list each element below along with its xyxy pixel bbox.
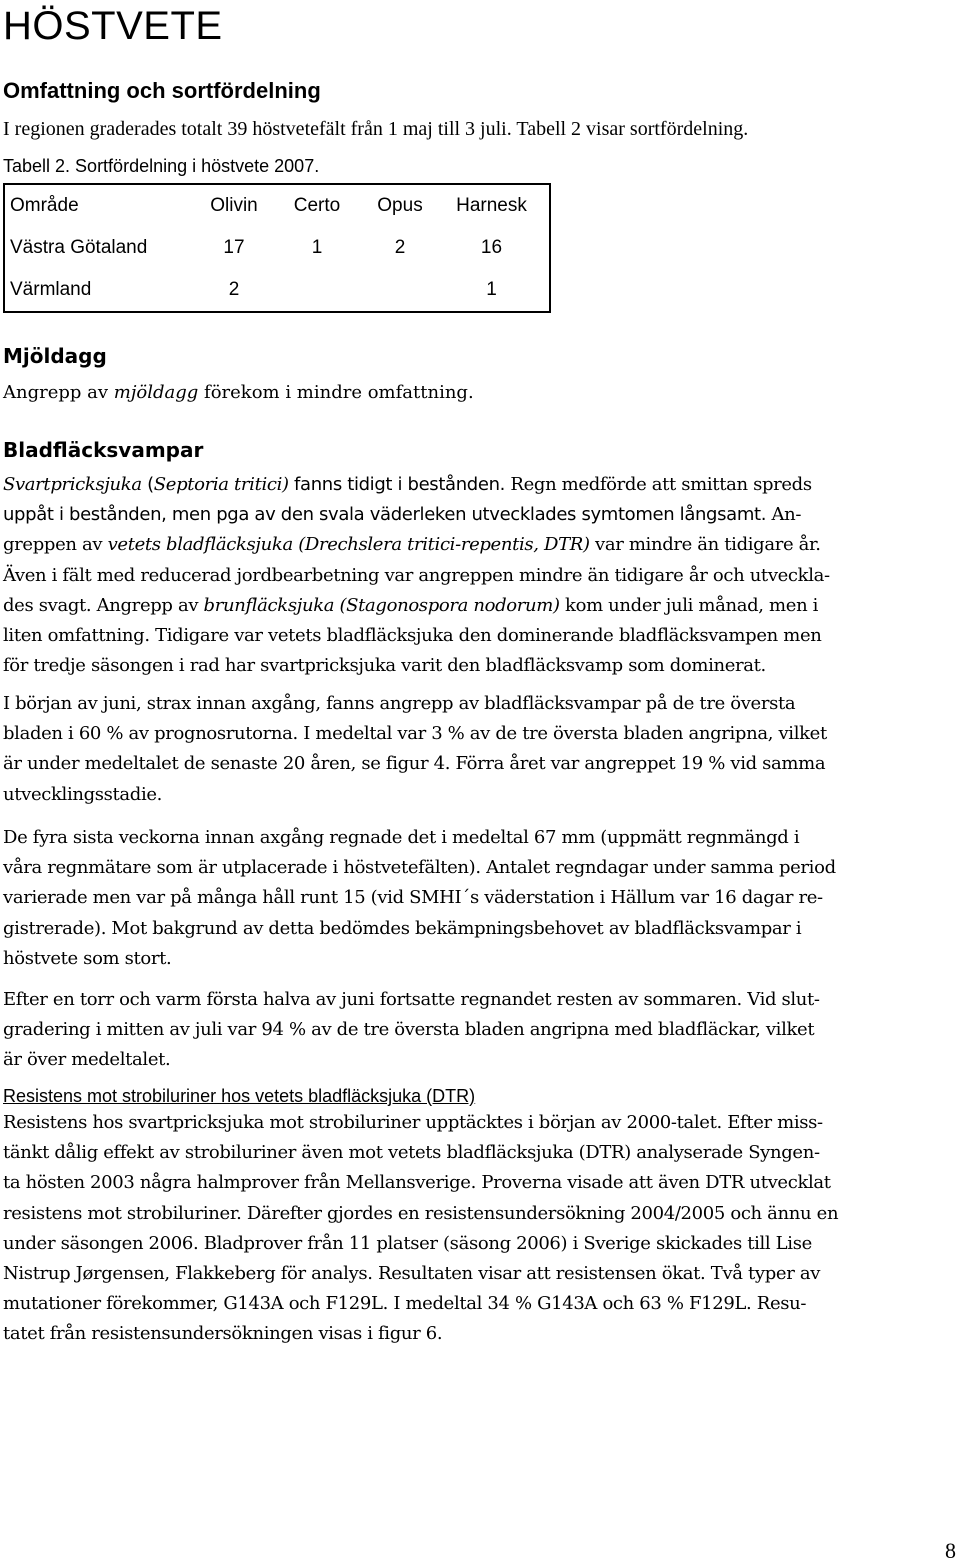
italic-term: Septoria tritici) <box>153 474 289 495</box>
text-run: kom under juli månad, men i <box>559 594 819 616</box>
mjoldagg-paragraph <box>3 380 474 406</box>
page-number: 8 <box>945 1538 956 1563</box>
paragraph-line: Nistrup Jørgensen, Flakkeberg för analys. Resultaten visar att resistensen ökat. Två typer av <box>3 1263 821 1285</box>
paragraph-line: bladen i 60 % av prognosrutorna. I medeltal var 3 % av de tre översta bladen angripna, vilket <box>3 723 827 745</box>
paragraph-line: för tredje säsongen i rad har svartpricksjuka varit den bladfläcksvamp som dominerat. <box>3 655 766 677</box>
table-header-row <box>4 184 550 227</box>
table-cell: 16 <box>480 237 503 258</box>
table-row <box>4 269 550 312</box>
variety-distribution-table <box>3 183 551 313</box>
text-run: ( <box>141 474 154 495</box>
paragraph-line <box>3 591 957 621</box>
table-cell <box>366 269 434 312</box>
table-cell <box>268 269 366 312</box>
paragraph-line: mutationer förekommer, G143A och F129L. I medeltal 34 % G143A och 63 % F129L. Resu- <box>3 1293 807 1315</box>
text-run: uppåt i bestånden, men pga av den svala väderleken utvecklades symtomen långsamt. <box>3 504 767 526</box>
paragraph-line: tänkt dålig effekt av strobiluriner även mot vetets bladfläcksjuka (DTR) analyserade Syngen- <box>3 1142 820 1164</box>
paragraph-line: Även i fält med reducerad jordbearbetning var angreppen mindre än tidigare år och utveckla- <box>3 564 830 586</box>
paragraph-line: utvecklingsstadie. <box>3 783 163 805</box>
text-run: greppen av <box>3 534 108 556</box>
text-run: förekom i mindre omfattning. <box>198 382 474 403</box>
table-row <box>4 227 550 269</box>
table-header-cell: Område <box>10 195 79 216</box>
paragraph-line: resistens mot strobiluriner. Därefter gjordes en resistensundersökning 2004/2005 och ännu en <box>3 1202 839 1224</box>
paragraph-line: är över medeltalet. <box>3 1049 171 1071</box>
paragraph-line: Resistens hos svartpricksjuka mot strobiluriner upptäcktes i början av 2000-talet. Efter miss- <box>3 1112 823 1133</box>
table-header-cell: Opus <box>377 195 423 216</box>
paragraph-line: Efter en torr och varm första halva av juni fortsatte regnandet resten av sommaren. Vid slut- <box>3 989 820 1010</box>
text-run: An- <box>766 504 802 526</box>
section-heading-omfattning: Omfattning och sortfördelning <box>3 78 321 103</box>
italic-term: mjöldagg <box>113 382 199 403</box>
table-cell: 2 <box>394 237 406 258</box>
text-run: fanns tidigt i bestånden. <box>288 474 506 495</box>
bladflack-paragraph-2 <box>3 689 957 810</box>
table-caption <box>3 154 319 178</box>
italic-term: Svartpricksjuka <box>3 474 142 495</box>
bladflack-paragraph-1 <box>3 470 957 681</box>
paragraph-line <box>3 470 957 500</box>
table-cell: 1 <box>311 237 323 258</box>
paragraph-line: gradering i mitten av juli var 94 % av de tre översta bladen angripna med bladfläckar, vilket <box>3 1019 815 1041</box>
paragraph-line: under säsongen 2006. Bladprover från 11 platser (säsong 2006) i Sverige skickades till Lise <box>3 1232 812 1254</box>
table-caption-label: Tabell 2. <box>3 156 71 176</box>
paragraph-line: varierade men var på många håll runt 15 (vid SMHI´s väderstation i Hällum var 16 dagar re- <box>3 887 823 909</box>
italic-term: brunfläcksjuka (Stagonospora nodorum) <box>203 594 560 616</box>
table-cell: 2 <box>228 279 240 300</box>
table-cell: Västra Götaland <box>10 237 148 258</box>
table-cell: 17 <box>223 237 245 258</box>
bladflack-paragraph-4 <box>3 985 957 1076</box>
italic-term: vetets bladfläcksjuka (Drechslera tritici-repentis, DTR) <box>107 534 590 556</box>
intro-paragraph: I regionen graderades totalt 39 höstvetefält från 1 maj till 3 juli. Tabell 2 visar sortfördelning. <box>3 118 749 140</box>
paragraph-line <box>3 530 957 560</box>
table-cell: Värmland <box>10 279 92 300</box>
text-run: des svagt. Angrepp av <box>3 594 204 616</box>
table-header-cell: Harnesk <box>456 195 527 216</box>
text-run: var mindre än tidigare år. <box>589 534 821 556</box>
table-cell: 1 <box>486 279 497 300</box>
section-heading-bladflacksvampar: Bladfläcksvampar <box>3 438 204 462</box>
paragraph-line: ta hösten 2003 några halmprover från Mellansverige. Proverna visade att även DTR utvecklat <box>3 1172 831 1194</box>
bladflack-paragraph-3 <box>3 823 957 974</box>
table-header-cell: Certo <box>293 195 341 216</box>
paragraph-line: tatet från resistensundersökningen visas i figur 6. <box>3 1323 443 1345</box>
table-header-cell: Olivin <box>210 195 258 216</box>
paragraph-line: gistrerade). Mot bakgrund av detta bedömdes bekämpningsbehovet av bladfläcksvampar i <box>3 917 802 939</box>
paragraph-line: våra regnmätare som är utplacerade i höstvetefälten). Antalet regndagar under samma period <box>3 857 836 879</box>
paragraph-line: De fyra sista veckorna innan axgång regnade det i medeltal 67 mm (uppmätt regnmängd i <box>3 827 800 848</box>
text-run: Regn medförde att smittan spreds <box>505 474 812 495</box>
paragraph-line: är under medeltalet de senaste 20 åren, se figur 4. Förra året var angreppet 19 % vid samma <box>3 753 826 775</box>
section-heading-mjoldagg: Mjöldagg <box>3 344 107 368</box>
resistens-heading: Resistens mot strobiluriner hos vetets bladfläcksjuka (DTR) <box>3 1086 476 1106</box>
paragraph-line: höstvete som stort. <box>3 947 172 969</box>
resistens-paragraph <box>3 1108 957 1350</box>
page-title: HÖSTVETE <box>3 4 223 48</box>
paragraph-line: I början av juni, strax innan axgång, fanns angrepp av bladfläcksvampar på de tre översta <box>3 693 796 714</box>
text-run: Angrepp av <box>3 382 114 403</box>
table-caption-text: Sortfördelning i höstvete 2007. <box>70 156 320 176</box>
paragraph-line <box>3 500 957 530</box>
paragraph-line: liten omfattning. Tidigare var vetets bladfläcksjuka den dominerande bladfläcksvampen men <box>3 625 822 647</box>
